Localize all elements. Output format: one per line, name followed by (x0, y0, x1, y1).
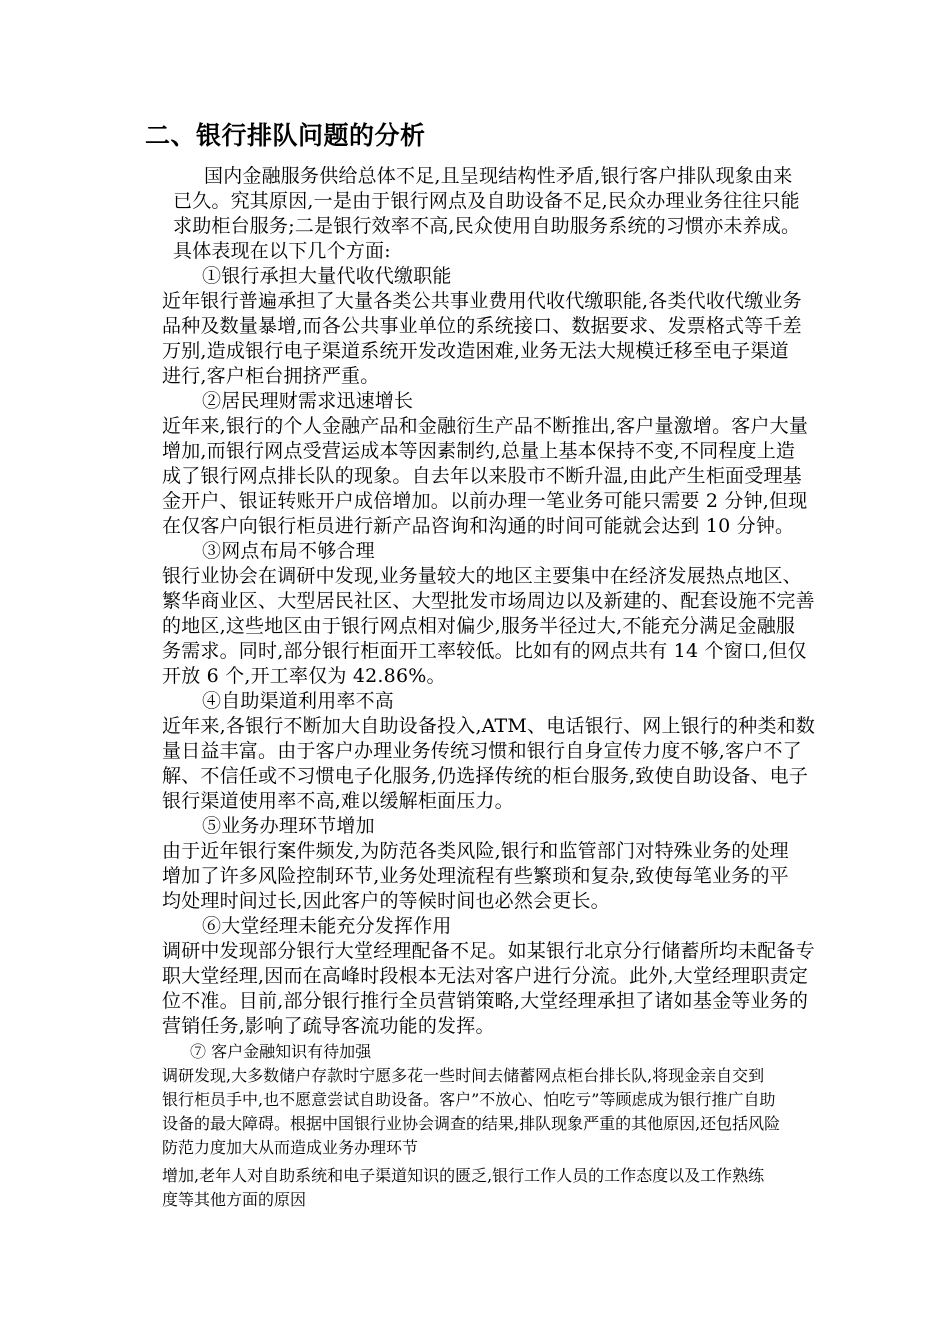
paragraph-line: 银行渠道使用率不高,难以缓解柜面压力。 (162, 790, 514, 812)
paragraph-line: 在仅客户向银行柜员进行新产品咨询和沟通的时间可能就会达到 10 分钟。 (162, 515, 795, 537)
paragraph-line: 近年来,银行的个人金融产品和金融衍生产品不断推出,客户量激增。客户大量 (162, 415, 809, 437)
paragraph-line: 的地区,这些地区由于银行网点相对偏少,服务半径过大,不能充分满足金融服 (162, 615, 796, 637)
subsection-title: ①银行承担大量代收代缴职能 (202, 265, 452, 287)
paragraph-line: 防范力度加大从而造成业务办理环节 (162, 1138, 419, 1157)
paragraph-line: 增加了许多风险控制环节,业务处理流程有些繁琐和复杂,致使每笔业务的平 (162, 865, 789, 887)
paragraph-line: 务需求。同时,部分银行柜面开工率较低。比如有的网点共有 14 个窗口,但仅 (162, 640, 807, 662)
subsection-title: ③网点布局不够合理 (202, 540, 375, 562)
paragraph-line: 位不准。目前,部分银行推行全员营销策略,大堂经理承担了诸如基金等业务的 (162, 990, 809, 1012)
paragraph-line: 银行柜员手中,也不愿意尝试自助设备。客户”不放心、怕吃亏”等顾虑成为银行推广自助 (162, 1090, 776, 1109)
paragraph-line: 进行,客户柜台拥挤严重。 (162, 365, 380, 387)
intro-line: 具体表现在以下几个方面: (173, 240, 391, 262)
paragraph-line: 均处理时间过长,因此客户的等候时间也必然会更长。 (162, 890, 610, 912)
paragraph-line: 由于近年银行案件频发,为防范各类风险,银行和监管部门对特殊业务的处理 (162, 840, 789, 862)
paragraph-line: 万别,造成银行电子渠道系统开发改造困难,业务无法大规模迁移至电子渠道 (162, 340, 789, 362)
paragraph-line: 开放 6 个,开工率仅为 42.86%。 (162, 665, 446, 687)
paragraph-line: 品种及数量暴增,而各公共事业单位的系统接口、数据要求、发票格式等千差 (162, 315, 802, 337)
paragraph-line: 度等其他方面的原因 (162, 1190, 307, 1209)
paragraph-line: 增加,老年人对自助系统和电子渠道知识的匮乏,银行工作人员的工作态度以及工作熟练 (162, 1166, 765, 1185)
subsection-title: ④自助渠道利用率不高 (202, 690, 395, 712)
paragraph-line: 成了银行网点排长队的现象。自去年以来股市不断升温,由此产生柜面受理基 (162, 465, 802, 487)
paragraph-line: 解、不信任或不习惯电子化服务,仍选择传统的柜台服务,致使自助设备、电子 (162, 765, 809, 787)
paragraph-line: 增加,而银行网点受营运成本等因素制约,总量上基本保持不变,不同程度上造 (162, 440, 796, 462)
paragraph-line: 金开户、银证转账开户成倍增加。以前办理一笔业务可能只需要 2 分钟,但现 (162, 490, 808, 512)
section-heading: 二、银行排队问题的分析 (145, 121, 426, 150)
paragraph-line: 调研发现,大多数储户存款时宁愿多花一些时间去储蓄网点柜台排长队,将现金亲自交到 (162, 1066, 765, 1085)
paragraph-line: 繁华商业区、大型居民社区、大型批发市场周边以及新建的、配套设施不完善 (162, 590, 815, 612)
intro-line: 国内金融服务供给总体不足,且呈现结构性矛盾,银行客户排队现象由来 (204, 165, 793, 187)
subsection-title: ⑤业务办理环节增加 (202, 815, 375, 837)
intro-line: 求助柜台服务;二是银行效率不高,民众使用自助服务系统的习惯亦未养成。 (173, 215, 801, 237)
paragraph-line: 银行业协会在调研中发现,业务量较大的地区主要集中在经济发展热点地区、 (162, 565, 802, 587)
paragraph-line: 调研中发现部分银行大堂经理配备不足。如某银行北京分行储蓄所均未配备专 (162, 940, 815, 962)
intro-line: 已久。究其原因,一是由于银行网点及自助设备不足,民众办理业务往往只能 (173, 190, 800, 212)
paragraph-line: 量日益丰富。由于客户办理业务传统习惯和银行自身宣传力度不够,客户不了 (162, 740, 802, 762)
paragraph-line: 近年银行普遍承担了大量各类公共事业费用代收代缴职能,各类代收代缴业务 (162, 290, 802, 312)
subsection-title: ⑦ 客户金融知识有待加强 (190, 1042, 372, 1061)
paragraph-line: 设备的最大障碍。根据中国银行业协会调查的结果,排队现象严重的其他原因,还包括风险 (162, 1114, 781, 1133)
subsection-title: ②居民理财需求迅速增长 (202, 390, 414, 412)
paragraph-line: 近年来,各银行不断加大自助设备投入,ATM、电话银行、网上银行的种类和数 (162, 715, 816, 737)
paragraph-line: 营销任务,影响了疏导客流功能的发挥。 (162, 1015, 495, 1037)
subsection-title: ⑥大堂经理未能充分发挥作用 (202, 915, 452, 937)
paragraph-line: 职大堂经理,因而在高峰时段根本无法对客户进行分流。此外,大堂经理职责定 (162, 965, 809, 987)
